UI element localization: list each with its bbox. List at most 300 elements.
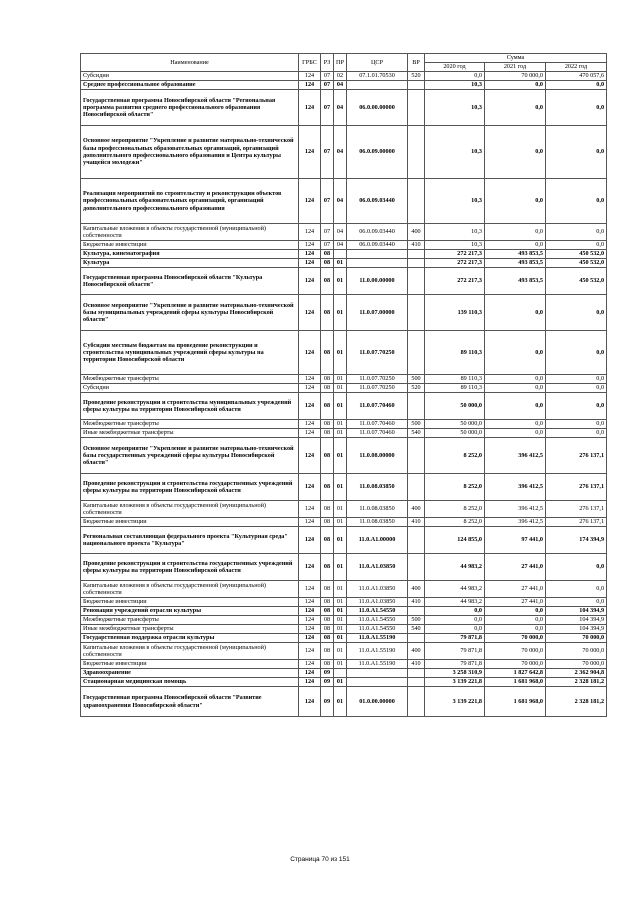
- cell-pr: 01: [334, 259, 347, 268]
- cell-vr: [408, 126, 425, 179]
- cell-csr: 11.0.A1.00000: [347, 527, 408, 554]
- table-row: [81, 420, 607, 429]
- cell-name: Основное мероприятие "Укрепление и развитие материально-технической базы муниципальных учреждений сферы культуры Новосибирской области": [81, 295, 299, 331]
- cell-grbs: 124: [299, 518, 321, 527]
- cell-grbs: 124: [299, 81, 321, 90]
- cell-name: Межбюджетные трансферты: [81, 616, 299, 625]
- cell-csr: 11.0.07.70250: [347, 375, 408, 384]
- table-row: [81, 224, 607, 241]
- cell-pr: 02: [334, 72, 347, 81]
- table-row: [81, 384, 607, 393]
- cell-rz: 08: [321, 554, 334, 581]
- table-row: [81, 179, 607, 224]
- cell-2021: 493 853,5: [485, 250, 546, 259]
- cell-2020: 3 258 310,9: [425, 669, 485, 678]
- cell-2021: 70 000,0: [485, 72, 546, 81]
- cell-rz: 07: [321, 224, 334, 241]
- cell-vr: [408, 250, 425, 259]
- table-row: [81, 501, 607, 518]
- cell-pr: 04: [334, 179, 347, 224]
- cell-grbs: 124: [299, 687, 321, 717]
- cell-csr: 11.0.07.70460: [347, 429, 408, 438]
- cell-rz: 09: [321, 687, 334, 717]
- page-footer: Страница 70 из 151: [290, 856, 350, 863]
- cell-vr: 500: [408, 375, 425, 384]
- cell-grbs: 124: [299, 250, 321, 259]
- cell-2021: 0,0: [485, 295, 546, 331]
- cell-2020: 10,3: [425, 90, 485, 126]
- cell-2020: 272 217,3: [425, 250, 485, 259]
- cell-2021: 0,0: [485, 393, 546, 420]
- cell-2021: 0,0: [485, 126, 546, 179]
- table-row: [81, 625, 607, 634]
- cell-csr: 11.0.A1.03850: [347, 598, 408, 607]
- cell-name: Проведение реконструкции и строительства государственных учреждений сферы культуры на территории Новосибирской области: [81, 474, 299, 501]
- cell-name: Государственная программа Новосибирской области "Развитие здравоохранения Новосибирской области": [81, 687, 299, 717]
- header-vr: ВР: [408, 54, 425, 72]
- cell-name: Субсидии: [81, 72, 299, 81]
- table-row: [81, 660, 607, 669]
- cell-rz: 08: [321, 527, 334, 554]
- cell-name: Среднее профессиональное образование: [81, 81, 299, 90]
- cell-2021: 396 412,5: [485, 518, 546, 527]
- cell-2022: 0,0: [546, 331, 607, 375]
- cell-grbs: 124: [299, 384, 321, 393]
- cell-grbs: 124: [299, 581, 321, 598]
- cell-vr: [408, 669, 425, 678]
- cell-vr: 410: [408, 660, 425, 669]
- cell-csr: 11.0.08.03850: [347, 501, 408, 518]
- cell-rz: 08: [321, 384, 334, 393]
- cell-pr: 01: [334, 643, 347, 660]
- cell-name: Реализация мероприятий по строительству и реконструкции объектов профессиональных образовательных организаций, организаций дополнительного профессионального образования: [81, 179, 299, 224]
- cell-2021: 0,0: [485, 384, 546, 393]
- cell-name: Капитальные вложения в объекты государственной (муниципальной) собственности: [81, 643, 299, 660]
- cell-csr: 11.0.A1.54550: [347, 625, 408, 634]
- cell-2022: 104 394,9: [546, 616, 607, 625]
- cell-2022: 174 394,9: [546, 527, 607, 554]
- cell-pr: 01: [334, 598, 347, 607]
- cell-grbs: 124: [299, 429, 321, 438]
- table-row: [81, 616, 607, 625]
- cell-vr: 500: [408, 616, 425, 625]
- cell-2022: 2 328 181,2: [546, 678, 607, 687]
- cell-grbs: 124: [299, 678, 321, 687]
- cell-grbs: 124: [299, 634, 321, 643]
- cell-rz: 08: [321, 660, 334, 669]
- cell-2021: 27 441,0: [485, 598, 546, 607]
- cell-rz: 08: [321, 625, 334, 634]
- cell-2022: 0,0: [546, 224, 607, 241]
- cell-vr: 410: [408, 598, 425, 607]
- table-row: [81, 527, 607, 554]
- cell-vr: 540: [408, 429, 425, 438]
- cell-grbs: 124: [299, 474, 321, 501]
- cell-2021: 493 853,5: [485, 268, 546, 295]
- cell-pr: [334, 669, 347, 678]
- cell-vr: 400: [408, 643, 425, 660]
- table-body: [81, 72, 607, 717]
- cell-2020: 0,0: [425, 607, 485, 616]
- cell-grbs: 124: [299, 501, 321, 518]
- cell-2021: 0,0: [485, 625, 546, 634]
- cell-rz: 09: [321, 669, 334, 678]
- table-row: [81, 295, 607, 331]
- cell-vr: [408, 393, 425, 420]
- table-row: [81, 518, 607, 527]
- cell-rz: 08: [321, 616, 334, 625]
- cell-2021: 396 412,5: [485, 474, 546, 501]
- cell-csr: 01.0.00.00000: [347, 687, 408, 717]
- cell-2022: 70 000,0: [546, 643, 607, 660]
- cell-vr: 400: [408, 224, 425, 241]
- cell-pr: 01: [334, 474, 347, 501]
- cell-2020: 44 983,2: [425, 581, 485, 598]
- cell-vr: 500: [408, 420, 425, 429]
- cell-2020: 89 110,3: [425, 331, 485, 375]
- cell-name: Капитальные вложения в объекты государственной (муниципальной) собственности: [81, 581, 299, 598]
- cell-csr: [347, 250, 408, 259]
- cell-name: Реновация учреждений отрасли культуры: [81, 607, 299, 616]
- cell-rz: 08: [321, 607, 334, 616]
- cell-rz: 08: [321, 295, 334, 331]
- cell-name: Межбюджетные трансферты: [81, 375, 299, 384]
- cell-2022: 0,0: [546, 384, 607, 393]
- cell-name: Субсидии: [81, 384, 299, 393]
- cell-name: Региональная составляющая федерального проекта "Культурная среда" национального проекта "Культура": [81, 527, 299, 554]
- header-2021: 2021 год: [485, 63, 546, 72]
- cell-name: Бюджетные инвестиции: [81, 241, 299, 250]
- cell-vr: 400: [408, 581, 425, 598]
- cell-vr: 520: [408, 72, 425, 81]
- cell-vr: [408, 474, 425, 501]
- cell-2020: 8 252,0: [425, 438, 485, 474]
- cell-rz: 08: [321, 518, 334, 527]
- cell-2022: 104 394,9: [546, 625, 607, 634]
- cell-pr: 04: [334, 224, 347, 241]
- cell-2022: 0,0: [546, 581, 607, 598]
- cell-grbs: 124: [299, 420, 321, 429]
- cell-vr: [408, 331, 425, 375]
- cell-2021: 27 441,0: [485, 581, 546, 598]
- cell-2020: 50 000,0: [425, 429, 485, 438]
- cell-2022: 2 328 181,2: [546, 687, 607, 717]
- cell-vr: 520: [408, 384, 425, 393]
- cell-2020: 10,3: [425, 126, 485, 179]
- cell-vr: [408, 438, 425, 474]
- cell-2021: 396 412,5: [485, 501, 546, 518]
- cell-rz: 08: [321, 581, 334, 598]
- cell-csr: 07.1.01.70530: [347, 72, 408, 81]
- cell-csr: 11.0.A1.54550: [347, 607, 408, 616]
- cell-2021: 70 000,0: [485, 643, 546, 660]
- cell-2022: 276 137,1: [546, 438, 607, 474]
- cell-pr: 01: [334, 393, 347, 420]
- table-row: [81, 581, 607, 598]
- cell-csr: 11.0.A1.54550: [347, 616, 408, 625]
- cell-pr: 01: [334, 420, 347, 429]
- cell-2022: 450 532,0: [546, 268, 607, 295]
- cell-rz: 08: [321, 474, 334, 501]
- cell-2020: 0,0: [425, 72, 485, 81]
- header-grbs: ГРБС: [299, 54, 321, 72]
- cell-2021: 1 827 642,8: [485, 669, 546, 678]
- cell-pr: 04: [334, 241, 347, 250]
- cell-pr: 01: [334, 625, 347, 634]
- cell-csr: 11.0.08.03850: [347, 518, 408, 527]
- cell-csr: [347, 669, 408, 678]
- cell-2022: 0,0: [546, 429, 607, 438]
- cell-grbs: 124: [299, 126, 321, 179]
- table-row: [81, 90, 607, 126]
- cell-name: Проведение реконструкции и строительства государственных учреждений сферы культуры на территории Новосибирской области: [81, 554, 299, 581]
- cell-name: Государственная программа Новосибирской области "Региональная программа развития среднего профессионального образования Новосибирской области": [81, 90, 299, 126]
- cell-pr: 01: [334, 375, 347, 384]
- cell-name: Иные межбюджетные трансферты: [81, 429, 299, 438]
- table-row: [81, 634, 607, 643]
- cell-csr: 11.0.07.00000: [347, 295, 408, 331]
- cell-2021: 396 412,5: [485, 438, 546, 474]
- cell-csr: [347, 259, 408, 268]
- cell-2021: 0,0: [485, 429, 546, 438]
- cell-2020: 139 110,3: [425, 295, 485, 331]
- cell-2020: 10,3: [425, 179, 485, 224]
- cell-pr: 01: [334, 581, 347, 598]
- cell-pr: 04: [334, 90, 347, 126]
- cell-2022: 0,0: [546, 295, 607, 331]
- cell-grbs: 124: [299, 90, 321, 126]
- cell-2021: 0,0: [485, 331, 546, 375]
- cell-2020: 8 252,0: [425, 501, 485, 518]
- cell-rz: 08: [321, 598, 334, 607]
- cell-2020: 79 871,8: [425, 634, 485, 643]
- cell-2020: 8 252,0: [425, 518, 485, 527]
- cell-csr: 11.0.A1.55190: [347, 634, 408, 643]
- table-row: [81, 554, 607, 581]
- cell-2020: 89 110,3: [425, 375, 485, 384]
- table-row: [81, 250, 607, 259]
- cell-2021: 0,0: [485, 241, 546, 250]
- cell-grbs: 124: [299, 438, 321, 474]
- header-2022: 2022 год: [546, 63, 607, 72]
- cell-grbs: 124: [299, 527, 321, 554]
- cell-name: Капитальные вложения в объекты государственной (муниципальной) собственности: [81, 501, 299, 518]
- cell-name: Основное мероприятие "Укрепление и развитие материально-технической базы профессиональных образовательных организаций, организаций дополнительного профессионального образования и Центра культуры учащейся молодежи": [81, 126, 299, 179]
- cell-grbs: 124: [299, 598, 321, 607]
- cell-vr: [408, 90, 425, 126]
- cell-pr: 01: [334, 518, 347, 527]
- cell-2021: 97 441,0: [485, 527, 546, 554]
- cell-2022: 0,0: [546, 554, 607, 581]
- cell-pr: 01: [334, 678, 347, 687]
- cell-2022: 0,0: [546, 420, 607, 429]
- cell-2021: 0,0: [485, 607, 546, 616]
- cell-pr: [334, 250, 347, 259]
- cell-name: Бюджетные инвестиции: [81, 660, 299, 669]
- cell-rz: 09: [321, 678, 334, 687]
- cell-rz: 08: [321, 501, 334, 518]
- cell-2021: 493 853,5: [485, 259, 546, 268]
- cell-2020: 50 000,0: [425, 420, 485, 429]
- cell-2020: 44 983,2: [425, 598, 485, 607]
- header-rz: РЗ: [321, 54, 334, 72]
- cell-2022: 70 000,0: [546, 634, 607, 643]
- cell-grbs: 124: [299, 72, 321, 81]
- cell-2021: 0,0: [485, 375, 546, 384]
- cell-2021: 70 000,0: [485, 634, 546, 643]
- cell-vr: 540: [408, 625, 425, 634]
- cell-2021: 1 681 968,0: [485, 678, 546, 687]
- cell-vr: [408, 527, 425, 554]
- cell-2021: 0,0: [485, 420, 546, 429]
- cell-rz: 07: [321, 81, 334, 90]
- cell-csr: 11.0.A1.03850: [347, 554, 408, 581]
- cell-csr: 11.0.07.70250: [347, 384, 408, 393]
- cell-csr: 11.0.08.03850: [347, 474, 408, 501]
- cell-2021: 0,0: [485, 90, 546, 126]
- cell-2020: 10,3: [425, 241, 485, 250]
- cell-name: Иные межбюджетные трансферты: [81, 625, 299, 634]
- cell-rz: 08: [321, 634, 334, 643]
- cell-vr: 400: [408, 501, 425, 518]
- table-row: [81, 241, 607, 250]
- cell-rz: 08: [321, 331, 334, 375]
- cell-csr: 06.0.00.00000: [347, 90, 408, 126]
- cell-vr: [408, 687, 425, 717]
- cell-csr: 11.0.A1.55190: [347, 660, 408, 669]
- cell-2022: 104 394,9: [546, 607, 607, 616]
- cell-name: Государственная поддержка отрасли культуры: [81, 634, 299, 643]
- cell-rz: 08: [321, 429, 334, 438]
- cell-2022: 0,0: [546, 81, 607, 90]
- cell-vr: [408, 179, 425, 224]
- cell-2020: 89 110,3: [425, 384, 485, 393]
- cell-grbs: 124: [299, 268, 321, 295]
- table-row: [81, 669, 607, 678]
- cell-pr: 01: [334, 660, 347, 669]
- cell-2022: 0,0: [546, 179, 607, 224]
- cell-vr: [408, 634, 425, 643]
- cell-csr: 11.0.A1.55190: [347, 643, 408, 660]
- table-row: [81, 678, 607, 687]
- cell-pr: 01: [334, 331, 347, 375]
- cell-vr: [408, 81, 425, 90]
- cell-2021: 0,0: [485, 224, 546, 241]
- cell-vr: [408, 607, 425, 616]
- cell-csr: [347, 678, 408, 687]
- cell-2021: 0,0: [485, 81, 546, 90]
- cell-name: Культура: [81, 259, 299, 268]
- cell-pr: 04: [334, 126, 347, 179]
- cell-csr: 06.0.09.03440: [347, 179, 408, 224]
- cell-2022: 470 057,6: [546, 72, 607, 81]
- cell-vr: [408, 678, 425, 687]
- cell-name: Культура, кинематография: [81, 250, 299, 259]
- header-csr: ЦСР: [347, 54, 408, 72]
- cell-2022: 0,0: [546, 598, 607, 607]
- table-row: [81, 429, 607, 438]
- cell-csr: 11.0.A1.03850: [347, 581, 408, 598]
- table-row: [81, 126, 607, 179]
- cell-csr: [347, 81, 408, 90]
- cell-grbs: 124: [299, 393, 321, 420]
- cell-rz: 07: [321, 179, 334, 224]
- cell-csr: 06.0.09.00000: [347, 126, 408, 179]
- cell-rz: 07: [321, 72, 334, 81]
- cell-2020: 0,0: [425, 625, 485, 634]
- cell-2022: 0,0: [546, 126, 607, 179]
- cell-name: Межбюджетные трансферты: [81, 420, 299, 429]
- budget-table: [80, 53, 607, 717]
- table-row: [81, 331, 607, 375]
- cell-2022: 276 137,1: [546, 474, 607, 501]
- table-row: [81, 643, 607, 660]
- cell-rz: 08: [321, 438, 334, 474]
- cell-grbs: 124: [299, 616, 321, 625]
- cell-name: Основное мероприятие "Укрепление и развитие материально-технической базы государственных учреждений сферы культуры Новосибирской области": [81, 438, 299, 474]
- cell-2020: 79 871,8: [425, 643, 485, 660]
- cell-vr: [408, 259, 425, 268]
- cell-pr: 01: [334, 438, 347, 474]
- cell-2022: 276 137,1: [546, 518, 607, 527]
- cell-rz: 08: [321, 643, 334, 660]
- cell-rz: 08: [321, 420, 334, 429]
- header-2020: 2020 год: [425, 63, 485, 72]
- cell-name: Стационарная медицинская помощь: [81, 678, 299, 687]
- cell-2022: 276 137,1: [546, 501, 607, 518]
- cell-grbs: 124: [299, 375, 321, 384]
- cell-name: Проведение реконструкции и строительства муниципальных учреждений сферы культуры на территории Новосибирской области: [81, 393, 299, 420]
- cell-vr: [408, 268, 425, 295]
- table-row: [81, 268, 607, 295]
- cell-2020: 10,3: [425, 224, 485, 241]
- cell-pr: 01: [334, 295, 347, 331]
- cell-csr: 06.0.09.03440: [347, 241, 408, 250]
- cell-rz: 07: [321, 126, 334, 179]
- cell-pr: 04: [334, 81, 347, 90]
- table-row: [81, 474, 607, 501]
- table-row: [81, 375, 607, 384]
- cell-pr: 01: [334, 616, 347, 625]
- cell-pr: 01: [334, 554, 347, 581]
- cell-2020: 79 871,8: [425, 660, 485, 669]
- header-name: Наименование: [81, 54, 299, 72]
- cell-vr: [408, 554, 425, 581]
- table-row: [81, 259, 607, 268]
- cell-2020: 3 139 221,8: [425, 678, 485, 687]
- cell-2022: 0,0: [546, 90, 607, 126]
- cell-2022: 450 532,0: [546, 250, 607, 259]
- table-row: [81, 598, 607, 607]
- cell-2021: 0,0: [485, 616, 546, 625]
- cell-2021: 0,0: [485, 179, 546, 224]
- cell-grbs: 124: [299, 331, 321, 375]
- table-row: [81, 687, 607, 717]
- cell-pr: 01: [334, 501, 347, 518]
- cell-grbs: 124: [299, 259, 321, 268]
- cell-2022: 0,0: [546, 393, 607, 420]
- cell-2020: 8 252,0: [425, 474, 485, 501]
- header-pr: ПР: [334, 54, 347, 72]
- cell-vr: 410: [408, 518, 425, 527]
- cell-name: Бюджетные инвестиции: [81, 598, 299, 607]
- cell-rz: 08: [321, 375, 334, 384]
- cell-pr: 01: [334, 527, 347, 554]
- cell-2022: 70 000,0: [546, 660, 607, 669]
- cell-name: Бюджетные инвестиции: [81, 518, 299, 527]
- cell-rz: 08: [321, 393, 334, 420]
- cell-csr: 11.0.07.70460: [347, 393, 408, 420]
